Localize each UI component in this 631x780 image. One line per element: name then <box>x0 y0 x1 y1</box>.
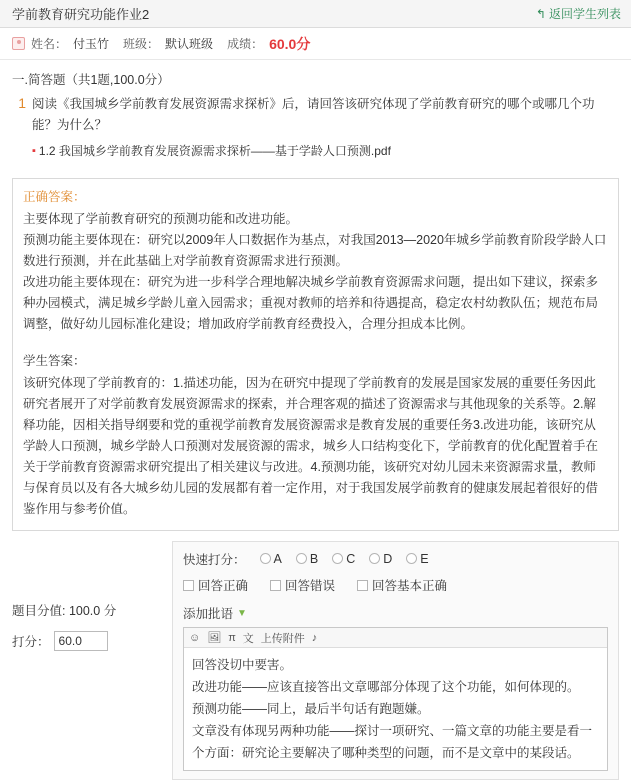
radio-icon <box>296 553 307 564</box>
comment-line: 文章没有体现另两种功能——探讨一项研究、一篇文章的功能主要是看一个方面：研究论主要解决了哪种类型的问题，而不是文章中的某段话。 <box>192 724 593 760</box>
question-attachment[interactable] <box>32 142 619 160</box>
quick-score-option-c[interactable] <box>332 552 355 566</box>
comment-editor[interactable] <box>183 627 608 771</box>
quick-score-option-a[interactable] <box>260 552 282 566</box>
radio-icon <box>369 553 380 564</box>
checkbox-basically-correct[interactable] <box>357 576 447 594</box>
quick-score-label-c: C <box>346 552 356 566</box>
correct-answer-paragraph: 改进功能主要体现在：研究为进一步科学合理地解决城乡学前教育资源需求问题，提出如下建议，探索多种办园模式，满足城乡学龄儿童入园需求；重视对教师的培养和待遇提高，稳定农村幼教队伍；规范布局调整，做好幼儿园标准化建设；增加政府学前教育经费投入，合理分担成本比例。 <box>23 275 599 331</box>
question-number: 1 <box>18 95 26 111</box>
checkbox-icon <box>270 580 281 591</box>
comment-editor-toolbar <box>184 628 607 648</box>
pdf-file-icon: ▪ <box>32 145 36 157</box>
student-class-value: 默认班级 <box>165 37 214 51</box>
pi-icon[interactable]: π <box>228 631 236 644</box>
student-name-value: 付玉竹 <box>73 37 110 51</box>
student-answer-paragraph: 该研究体现了学前教育的：1.描述功能，因为在研究中提现了学前教育的发展是国家发展的重要任务因此研究者展开了对学前教育发展资源需求的探索，并合理客观的描述了资源需求与其他现象的关系等。2.解释功能，因相关指导纲要和党的重视学前教育发展资源需求是教育发展的重要任务3.改进功能，该研究从学龄人口预测，城乡学龄人口预测对发展资源的需求，城乡人口结构变化下，学前教育的优化配置着手在关于学前教育资源需求研究提出了相关建议与改进。4.预测功能，该研究对幼儿园未来资源需求量，教师与保育员以及有各大城乡幼儿园的发展都有着一定作用，对于我国发展学前教育的健康发展起着很好的借鉴作用与参考价值。 <box>23 376 599 516</box>
comment-line: 预测功能——同上，最后半句话有跑题嫌。 <box>192 702 430 716</box>
quick-score-label-b: B <box>309 552 319 566</box>
music-icon[interactable]: ♪ <box>311 631 318 644</box>
quick-score-label-a: A <box>273 552 282 566</box>
upload-attachment-button[interactable]: 上传附件 <box>260 632 305 645</box>
question-block <box>0 94 631 160</box>
add-comment-label: 添加批语 <box>183 607 234 621</box>
answer-panel <box>12 178 619 531</box>
top-bar <box>0 0 631 28</box>
question-attachment-label: 1.2 我国城乡学前教育发展资源需求探析——基于学龄人口预测.pdf <box>38 144 391 158</box>
comment-line: 回答没切中要害。 <box>192 658 293 672</box>
emoji-icon[interactable]: ☺ <box>189 631 201 644</box>
back-arrow-icon: ↰ <box>535 6 546 21</box>
student-class-label: 班级： <box>123 37 160 51</box>
quick-score-option-d[interactable] <box>369 552 392 566</box>
grading-left-panel <box>12 541 162 780</box>
student-answer-heading: 学生答案： <box>23 354 86 368</box>
page-title: 学前教育研究功能作业2 <box>12 7 150 22</box>
grading-area <box>12 541 619 780</box>
image-icon[interactable]: 🖼 <box>207 632 222 644</box>
section-title: 一.简答题（共1题,100.0分） <box>12 73 170 87</box>
quick-score-label-d: D <box>383 552 393 566</box>
back-link-label: 返回学生列表 <box>548 7 621 21</box>
checkbox-wrong[interactable] <box>270 576 335 594</box>
checkbox-basically-correct-label: 回答基本正确 <box>372 579 448 593</box>
grading-right-panel <box>172 541 619 780</box>
score-input-label: 打分： <box>12 635 50 649</box>
student-name-label: 姓名： <box>31 37 68 51</box>
correct-answer-paragraph: 预测功能主要体现在：研究以2009年人口数据作为基点，对我国2013—2020年城乡学前教育阶段学龄人口数进行预测，并在此基础上对学前教育资源需求进行预测。 <box>23 233 607 268</box>
checkbox-correct-label: 回答正确 <box>198 579 249 593</box>
font-icon[interactable]: 文 <box>242 632 254 645</box>
total-score-row <box>12 601 162 619</box>
total-score-label: 题目分值: 100.0 分 <box>12 604 117 618</box>
correct-answer-heading: 正确答案： <box>23 190 86 204</box>
quick-score-option-b[interactable] <box>296 552 318 566</box>
score-input[interactable] <box>54 631 108 651</box>
radio-icon <box>260 553 271 564</box>
score-input-row <box>12 631 162 651</box>
quick-score-row <box>183 550 608 568</box>
radio-icon <box>406 553 417 564</box>
checkbox-icon <box>183 580 194 591</box>
back-to-student-list-link[interactable] <box>536 5 621 22</box>
student-score-label: 成绩： <box>227 37 264 51</box>
student-info-bar <box>0 28 631 60</box>
user-icon <box>12 37 25 50</box>
comment-line: 改进功能——应该直接答出文章哪部分体现了这个功能，如何体现的。 <box>192 680 580 694</box>
radio-icon <box>332 553 343 564</box>
quick-comment-checkbox-row <box>183 576 608 594</box>
quick-score-label: 快速打分： <box>183 553 246 567</box>
comment-editor-body[interactable] <box>184 648 607 770</box>
chevron-down-icon: ▼ <box>237 607 247 619</box>
question-text: 阅读《我国城乡学前教育发展资源需求探析》后，请回答该研究体现了学前教育研究的哪个或哪几个功能？为什么？ <box>32 97 595 132</box>
quick-score-label-e: E <box>420 552 429 566</box>
checkbox-icon <box>357 580 368 591</box>
quick-score-option-e[interactable] <box>406 552 428 566</box>
add-comment-toggle[interactable] <box>183 604 608 622</box>
correct-answer-paragraph: 主要体现了学前教育研究的预测功能和改进功能。 <box>23 212 299 226</box>
student-score-value: 60.0分 <box>269 35 311 52</box>
checkbox-wrong-label: 回答错误 <box>285 579 336 593</box>
checkbox-correct[interactable] <box>183 576 248 594</box>
